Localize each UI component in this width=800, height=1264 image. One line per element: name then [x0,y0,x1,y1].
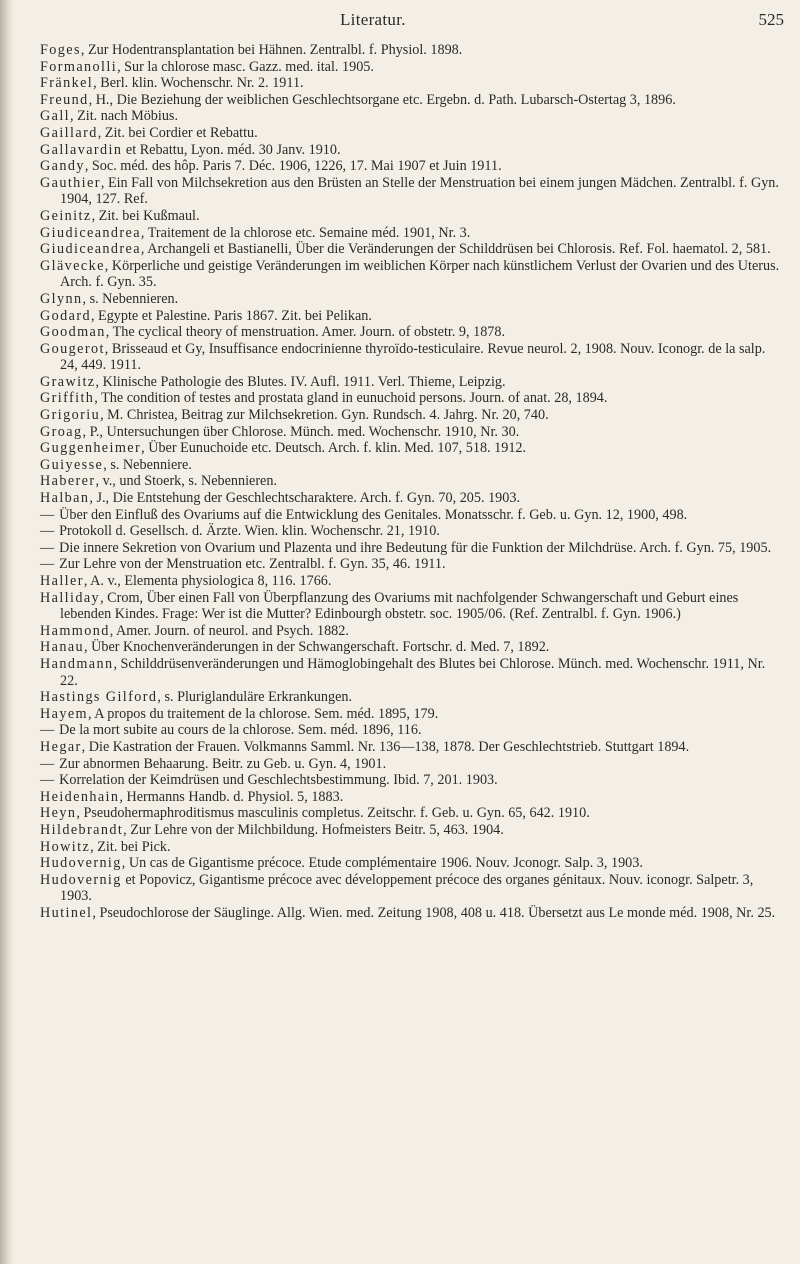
bibliography-entry [40,142,780,159]
bibliography-entry [40,590,780,623]
entry-citation: , Die Kastration der Frauen. Volkmanns Samml. Nr. 136—138, 1878. Der Geschlechtstrieb. Stuttgart 1894. [81,738,690,755]
entry-author: Fränkel [40,75,94,92]
entry-author: — [40,556,56,573]
entry-author: Gaillard [40,124,98,141]
entry-citation: , Zit. bei Pick. [90,838,171,855]
entry-citation: , Amer. Journ. of neurol. and Psych. 1882. [109,622,349,639]
bibliography-entry [40,125,780,142]
entry-author: Howitz [40,838,91,855]
bibliography-entry [40,523,780,540]
bibliography-entry [40,556,780,573]
entry-author: Hegar [40,738,82,755]
entry-citation: , Brisseaud et Gy, Insuffisance endocrinienne thyroïdo-testiculaire. Revue neurol. 2, 1908. Nouv. Iconogr. de la salp. 24, 449. 1911. [60,340,766,374]
entry-author: Hutinel [40,904,93,921]
entry-author: Haller [40,573,84,589]
entry-author: Hanau [40,639,85,656]
bibliography-entry [40,473,780,490]
entry-author: Gauthier [40,174,101,191]
entry-author: Handmann [40,655,114,672]
entry-author: Goodman [40,324,106,341]
entry-citation: , Berl. klin. Wochenschr. Nr. 2. 1911. [93,75,304,92]
book-spine-shadow [0,0,14,1264]
entry-citation: , v., und Stoerk, s. Nebennieren. [95,473,277,490]
entry-citation: , The condition of testes and prostata gland in eunuchoid persons. Journ. of anat. 28, 1894. [94,390,608,407]
bibliography-entry [40,722,780,739]
bibliography-entry [40,639,780,656]
bibliography-entry [40,855,780,872]
entry-author: Griffith [40,390,95,407]
bibliography-entry [40,739,780,756]
page-number: 525 [758,10,784,29]
bibliography-entry [40,772,780,789]
entry-citation: , A propos du traitement de la chlorose. Sem. méd. 1895, 179. [87,705,439,722]
bibliography-entry [40,59,780,76]
entry-citation: , s. Nebenniere. [103,456,192,473]
entry-citation: Protokoll d. Gesellsch. d. Ärzte. Wien. klin. Wochenschr. 21, 1910. [55,523,440,540]
bibliography-entry [40,440,780,457]
bibliography-entry [40,241,780,258]
bibliography-entry [40,805,780,822]
bibliography-entry [40,839,780,856]
bibliography-entry [40,490,780,507]
entry-citation: Zur abnormen Behaarung. Beitr. zu Geb. u. Gyn. 4, 1901. [55,755,387,772]
bibliography-entry [40,324,780,341]
bibliography-entry [40,540,780,557]
bibliography-entry [40,689,780,706]
entry-citation: , Über Knochenveränderungen in der Schwangerschaft. Fortschr. d. Med. 7, 1892. [84,639,550,656]
bibliography-entry [40,75,780,92]
entry-author: — [40,539,56,556]
entry-citation: , Crom, Über einen Fall von Überpflanzung des Ovariums mit nachfolgender Schwangerschaft und Geburt eines lebenden Kindes. Frage: Wer ist die Mutter? Edinbourgh obstetr. soc. 1905/06. (Ref. Zentralbl. f. Gyn. 1906.) [60,589,739,623]
bibliography-entry [40,789,780,806]
entry-citation: , Ein Fall von Milchsekretion aus den Brüsten an Stelle der Menstruation bei einem jungen Mädchen. Zentralbl. f. Gyn. 1904, 127. Ref. [60,174,779,208]
entry-citation: , s. Pluriglanduläre Erkrankungen. [157,689,353,706]
entry-author: Halliday [40,589,101,606]
entry-author: Gandy [40,158,85,175]
bibliography-entry [40,291,780,308]
entry-author: Giudiceandrea [40,224,141,241]
entry-author: Hastings Gilford [40,689,158,706]
entry-author: Heyn [40,805,77,822]
entry-author: Gougerot [40,340,105,357]
entry-citation: , Körperliche und geistige Veränderungen im weiblichen Körper nach künstlichem Verlust der Ovarien und des Uterus. Arch. f. Gyn. 35. [60,257,780,291]
entry-citation: , Klinische Pathologie des Blutes. IV. Aufl. 1911. Verl. Thieme, Leipzig. [95,373,506,390]
entry-citation: , Sur la chlorose masc. Gazz. med. ital. 1905. [117,58,374,75]
entry-author: Gall [40,108,71,125]
entry-author: Guiyesse [40,456,104,473]
entry-citation: , Hermanns Handb. d. Physiol. 5, 1883. [119,788,344,805]
entry-author: Heidenhain [40,788,120,805]
bibliography-entry [40,407,780,424]
entry-citation: , Egypte et Palestine. Paris 1867. Zit. bei Pelikan. [90,307,372,324]
entry-citation: , The cyclical theory of menstruation. Amer. Journ. of obstetr. 9, 1878. [105,324,506,341]
bibliography-entry [40,390,780,407]
entry-citation: Korrelation der Keimdrüsen und Geschlechtsbestimmung. Ibid. 7, 201. 1903. [55,772,498,789]
bibliography-entry [40,108,780,125]
entry-author: Glynn [40,290,83,307]
bibliography-entry [40,573,780,590]
entry-citation: , M. Christea, Beitrag zur Milchsekretion. Gyn. Rundsch. 4. Jahrg. Nr. 20, 740. [100,407,549,424]
bibliography-entry [40,208,780,225]
entry-author: Hammond [40,622,110,639]
entry-author: Gallavardin [40,141,123,158]
entry-author: Hudovernig [40,855,122,872]
entry-author: — [40,523,56,540]
bibliography-entry [40,822,780,839]
running-title: Literatur. [340,10,406,29]
entry-author: — [40,755,56,772]
entry-author: Foges [40,42,81,58]
bibliography-entry [40,623,780,640]
bibliography-entry [40,656,780,689]
entry-author: Godard [40,307,91,324]
bibliography-entry [40,258,780,291]
entry-citation: , Pseudohermaphroditismus masculinis completus. Zeitschr. f. Geb. u. Gyn. 65, 642. 1910. [76,805,590,822]
entry-citation: et Popovicz, Gigantisme précoce avec développement précoce des organes génitaux. Nouv. iconogr. Salpetr. 3, 1903. [60,871,754,905]
bibliography-entry [40,424,780,441]
entry-citation: De la mort subite au cours de la chlorose. Sem. méd. 1896, 116. [55,722,422,739]
bibliography-entry [40,457,780,474]
bibliography-entry [40,225,780,242]
entry-author: Hayem [40,705,88,722]
entry-citation: , J., Die Entstehung der Geschlechtscharaktere. Arch. f. Gyn. 70, 205. 1903. [89,490,521,507]
entry-citation: , Zit. bei Kußmaul. [91,207,200,224]
bibliography-entry [40,308,780,325]
bibliography-entry [40,92,780,109]
entry-citation: , Zur Lehre von der Milchbildung. Hofmeisters Beitr. 5, 463. 1904. [123,821,504,838]
bibliography-entry [40,905,780,922]
entry-author: Formanolli [40,58,118,75]
bibliography-entry [40,872,780,905]
bibliography-entry [40,158,780,175]
entry-author: — [40,722,56,739]
entry-citation: , Zit. nach Möbius. [70,108,179,125]
bibliography-entry [40,507,780,524]
bibliography-entry [40,374,780,391]
entry-citation: , Traitement de la chlorose etc. Semaine méd. 1901, Nr. 3. [140,224,471,241]
bibliography-entry [40,175,780,208]
entry-citation: , Schilddrüsenveränderungen und Hämoglobingehalt des Blutes bei Chlorose. Münch. med. Wochenschr. 1911, Nr. 22. [60,655,766,689]
bibliography-entry [40,756,780,773]
entry-author: Hudovernig [40,871,122,888]
entry-author: Grigoriu [40,407,101,424]
entry-citation: Über den Einfluß des Ovariums auf die Entwicklung des Genitales. Monatsschr. f. Geb. u. Gyn. 12, 1900, 498. [55,506,688,523]
entry-author: Hildebrandt [40,821,124,838]
entry-citation: , P., Untersuchungen über Chlorose. Münch. med. Wochenschr. 1910, Nr. 30. [82,423,520,440]
entry-author: Freund [40,91,89,108]
entry-citation: , A. v., Elementa physiologica 8, 116. 1766. [83,573,332,589]
entry-citation: , H., Die Beziehung der weiblichen Geschlechtsorgane etc. Ergebn. d. Path. Lubarsch-Ostertag 3, 1896. [88,91,676,108]
entry-author: Haberer [40,473,96,490]
entry-citation: , Archangeli et Bastianelli, Über die Veränderungen der Schilddrüsen bei Chlorosis. Ref. Fol. haematol. 2, 581. [140,241,771,258]
bibliography-entry [40,42,780,59]
entry-author: Grawitz [40,373,96,390]
entry-author: Groag [40,423,83,440]
entry-citation: , Pseudochlorose der Säuglinge. Allg. Wien. med. Zeitung 1908, 408 u. 418. Übersetzt aus Le monde méd. 1908, Nr. 25. [92,904,776,921]
entry-citation: Die innere Sekretion von Ovarium und Plazenta und ihre Bedeutung für die Funktion der Milchdrüse. Arch. f. Gyn. 75, 1905. [55,539,772,556]
entry-author: Guggenheimer [40,440,142,457]
entry-author: — [40,506,56,523]
bibliography-entry [40,706,780,723]
page-header [0,10,800,36]
entry-citation: et Rebattu, Lyon. méd. 30 Janv. 1910. [122,141,341,158]
bibliography-entry [40,341,780,374]
entry-citation: , Zit. bei Cordier et Rebattu. [97,124,258,141]
entry-author: Halban [40,490,90,507]
entry-citation: , Soc. méd. des hôp. Paris 7. Déc. 1906, 1226, 17. Mai 1907 et Juin 1911. [84,158,502,175]
entry-citation: , Zur Hodentransplantation bei Hähnen. Zentralbl. f. Physiol. 1898. [80,42,463,58]
entry-author: Glävecke [40,257,105,274]
entry-author: — [40,772,56,789]
bibliography-list [40,42,780,921]
entry-author: Geinitz [40,207,92,224]
entry-author: Giudiceandrea [40,241,141,258]
entry-citation: Zur Lehre von der Menstruation etc. Zentralbl. f. Gyn. 35, 46. 1911. [55,556,446,573]
entry-citation: , Über Eunuchoide etc. Deutsch. Arch. f. klin. Med. 107, 518. 1912. [141,440,527,457]
entry-citation: , s. Nebennieren. [82,290,179,307]
entry-citation: , Un cas de Gigantisme précoce. Etude complémentaire 1906. Nouv. Jconogr. Salp. 3, 1903. [121,855,643,872]
